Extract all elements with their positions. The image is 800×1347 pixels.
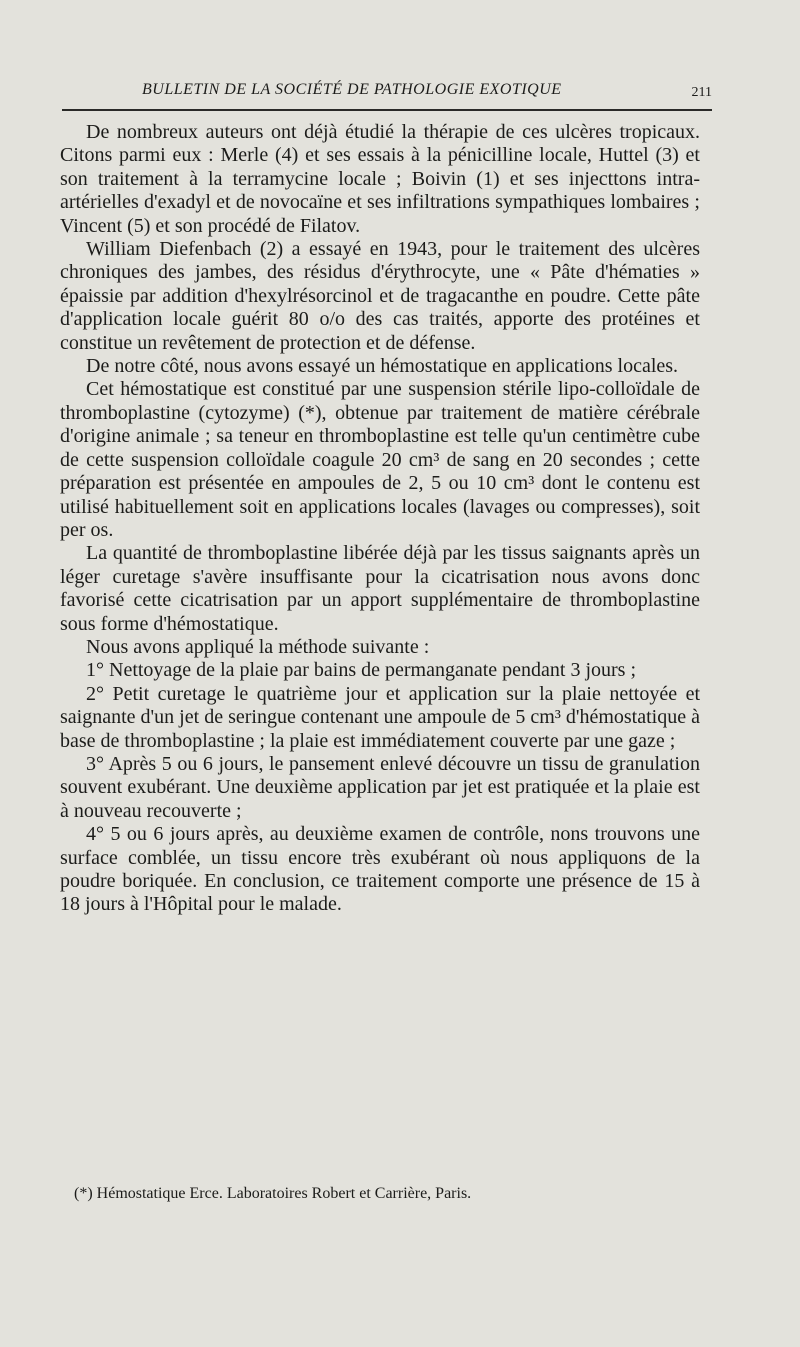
paragraph-authors-review: De nombreux auteurs ont déjà étudié la thérapie de ces ulcères tropicaux. Citons parmi eux : Merle (4) et ses essais à la pénicilline locale, Huttel (3) et son traitement à la terramycine locale ; Boivin (1) et ses injecttons intra-artérielles d'exadyl et de novocaïne et ses infiltrations sympathiques lombaires ; Vincent (5) et son procédé de Filatov. — [60, 121, 700, 237]
article-body — [60, 121, 700, 917]
paragraph-our-approach: De notre côté, nous avons essayé un hémostatique en applications locales. — [86, 355, 679, 378]
paragraph-method-intro: Nous avons appliqué la méthode suivante : — [86, 635, 430, 658]
method-step-2: 2° Petit curetage le quatrième jour et application sur la plaie nettoyée et saignante d'un jet de seringue contenant une ampoule de 5 cm³ d'hémostatique à base de thromboplastine ; la plaie est immédiatement couverte par une gaze ; — [60, 682, 700, 752]
paragraph-hemostatic-composition: Cet hémostatique est constitué par une suspension stérile lipo-colloïdale de thromboplastine (cytozyme) (*), obtenue par traitement de matière cérébrale d'origine animale ; sa teneur en thromboplastine est telle qu'un centimètre cube de cette suspension colloïdale coagule 20 cm³ de sang en 20 secondes ; cette préparation est présentée en ampoules de 2, 5 ou 10 cm³ dont le contenu est utilisé habituellement soit en applications locales (lavages ou compresses), soit per os. — [60, 378, 700, 541]
method-step-4: 4° 5 ou 6 jours après, au deuxième examen de contrôle, nons trouvons une surface comblée, un tissu encore très exubérant où nous appliquons de la poudre boriquée. En conclusion, ce traitement comporte une présence de 15 à 18 jours à l'Hôpital pour le malade. — [60, 823, 700, 916]
footnote: (*) Hémostatique Erce. Laboratoires Robert et Carrière, Paris. — [74, 1185, 472, 1202]
running-header — [62, 79, 712, 111]
page-number: 211 — [691, 85, 712, 100]
running-title: BULLETIN DE LA SOCIÉTÉ DE PATHOLOGIE EXOTIQUE — [142, 81, 562, 98]
method-step-3: 3° Après 5 ou 6 jours, le pansement enlevé découvre un tissu de granulation souvent exubérant. Une deuxième application par jet est pratiquée et la plaie est à nouveau recouverte ; — [60, 752, 700, 822]
paragraph-thromboplastin-quantity: La quantité de thromboplastine libérée déjà par les tissus saignants après un léger curetage s'avère insuffisante pour la cicatrisation nous avons donc favorisé cette cicatrisation par un apport supplémentaire de thromboplastine sous forme d'hémostatique. — [60, 542, 700, 635]
method-step-1: 1° Nettoyage de la plaie par bains de permanganate pendant 3 jours ; — [86, 659, 637, 682]
paragraph-diefenbach: William Diefenbach (2) a essayé en 1943, pour le traitement des ulcères chroniques des jambes, des résidus d'érythrocyte, une « Pâte d'hématies » épaissie par addition d'hexylrésorcinol et de tragacanthe en poudre. Cette pâte d'application locale guérit 80 o/o des cas traités, apporte des protéines et constitue un revêtement de protection et de défense. — [60, 238, 700, 354]
